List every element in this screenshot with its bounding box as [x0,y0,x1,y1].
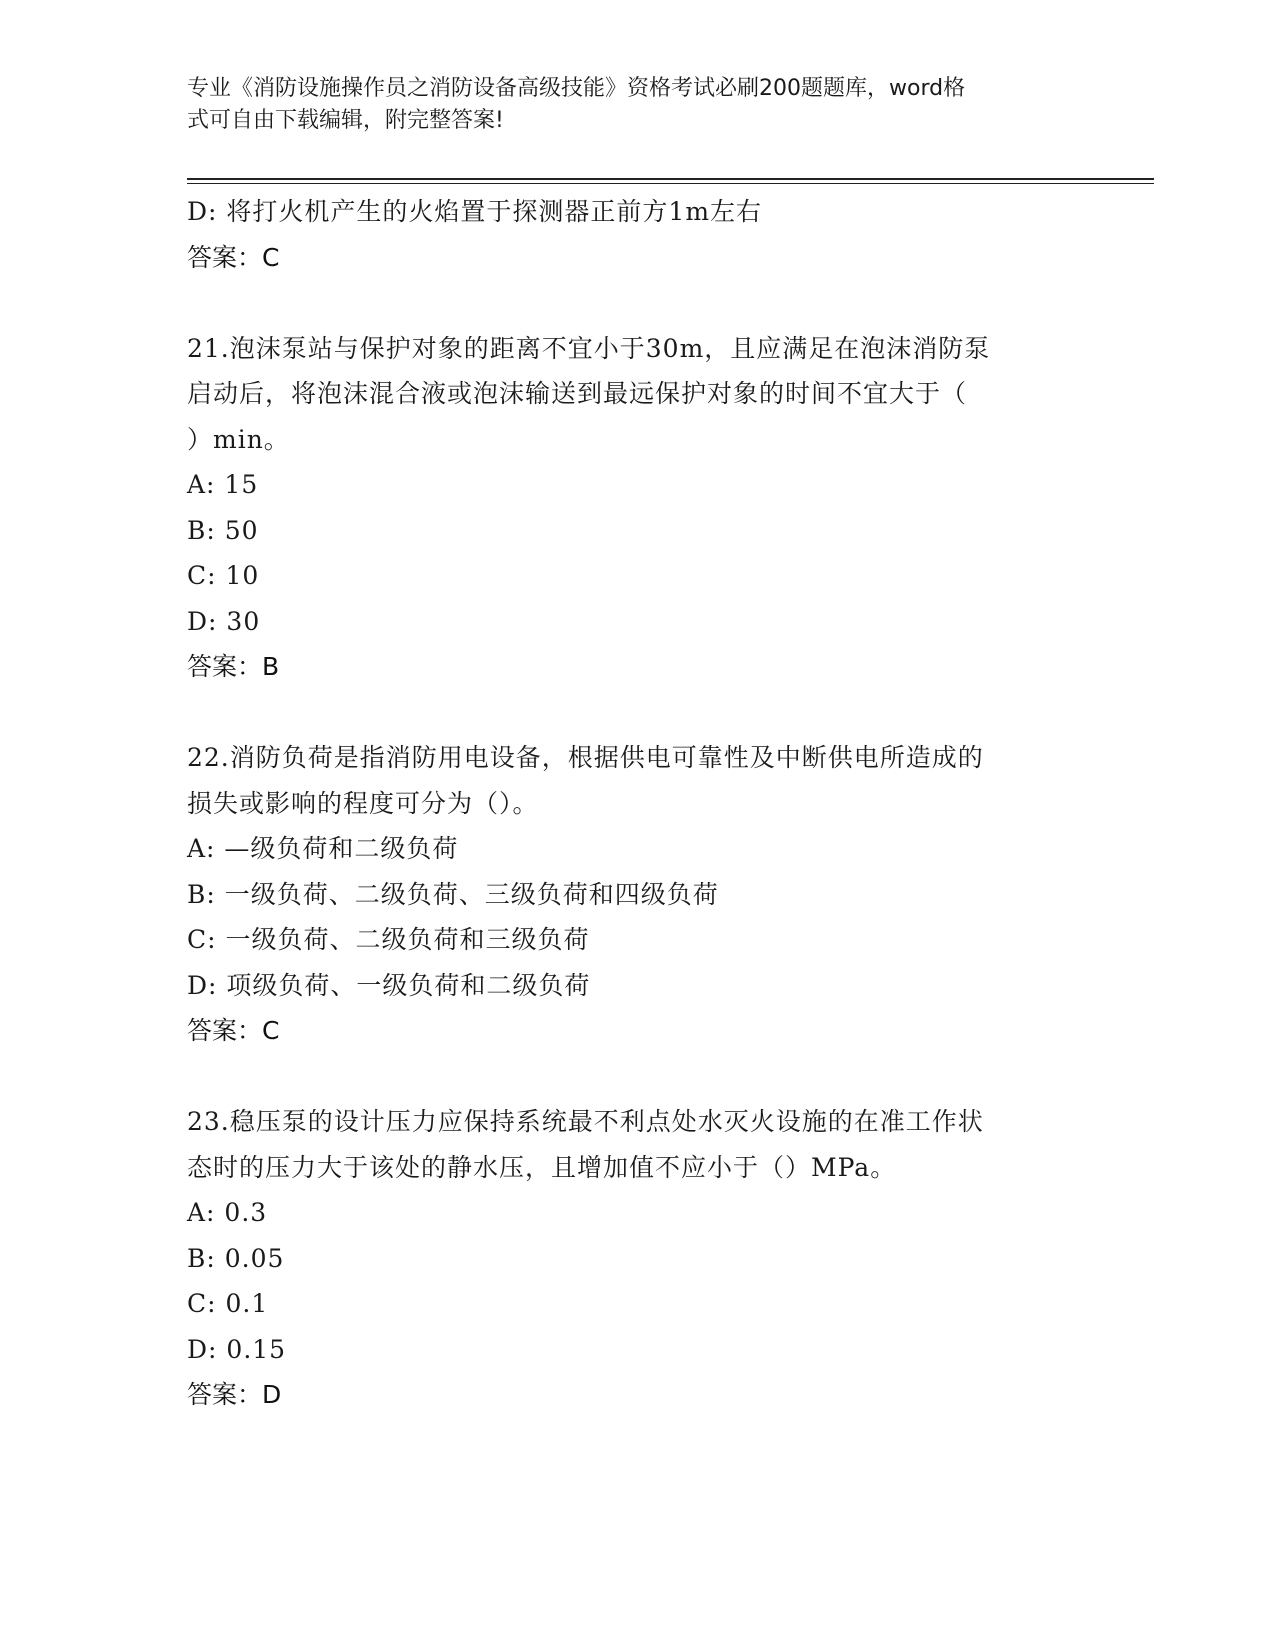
option-c: C: 0.1 [187,1289,269,1318]
spacer [187,1054,1087,1100]
answer-line: 答案：D [187,1380,282,1409]
question-stem-line: 23.稳压泵的设计压力应保持系统最不利点处水灭火设施的在准工作状 [187,1107,984,1136]
question-23 [187,1099,1087,1418]
option-d: D: 0.15 [187,1334,287,1364]
question-stem-line: 22.消防负荷是指消防用电设备，根据供电可靠性及中断供电所造成的 [187,743,984,772]
option-c: C: 一级负荷、二级负荷和三级负荷 [187,925,590,954]
spacer [187,690,1087,736]
option-d: D: 30 [187,606,261,636]
header-line-2: 式可自由下载编辑，附完整答案! [187,108,504,133]
option-a: A: 15 [187,470,259,499]
answer-line: 答案：B [187,652,280,681]
option-d: D: 项级负荷、一级负荷和二级负荷 [187,970,591,1000]
option-c: C: 10 [187,561,260,590]
option-a: A: —级负荷和二级负荷 [187,834,459,863]
header-divider-thick [187,178,1154,180]
question-22 [187,735,1087,1054]
question-20-tail [187,189,1087,280]
document-header [187,73,1067,137]
question-stem-line: ）min。 [187,424,290,454]
question-stem-line: 态时的压力大于该处的静水压，且增加值不应小于（）MPa。 [187,1152,897,1182]
option-d: D: 将打火机产生的火焰置于探测器正前方1m左右 [187,197,763,226]
header-divider-thin [187,183,1154,184]
option-b: B: 一级负荷、二级负荷、三级负荷和四级负荷 [187,879,719,909]
answer-line: 答案：C [187,1016,280,1045]
question-stem-line: 21.泡沫泵站与保护对象的距离不宜小于30m，且应满足在泡沫消防泵 [187,333,991,363]
question-stem-line: 启动后，将泡沫混合液或泡沫输送到最远保护对象的时间不宜大于（ [187,379,968,408]
question-list [187,189,1087,1418]
answer-line: 答案：C [187,242,280,272]
option-a: A: 0.3 [187,1198,268,1227]
question-stem-line: 损失或影响的程度可分为（）。 [187,788,539,818]
spacer [187,280,1087,326]
option-b: B: 50 [187,515,259,545]
option-b: B: 0.05 [187,1243,285,1273]
header-line-1: 专业《消防设施操作员之消防设备高级技能》资格考试必刷200题题库，word格 [187,76,966,101]
question-21 [187,326,1087,690]
